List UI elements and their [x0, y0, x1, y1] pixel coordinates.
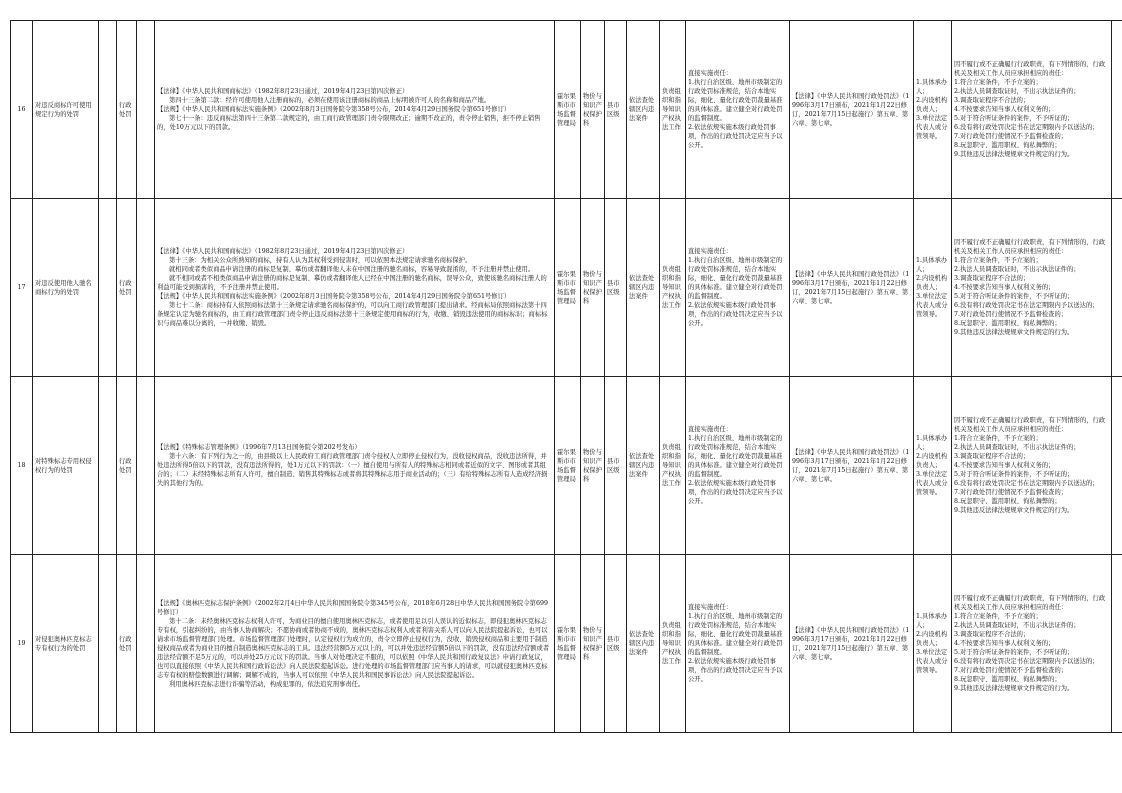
legal-basis-line: 第十二条：未经奥林匹克标志权利人许可，为商业目的擅自使用奥林匹克标志，或者使用足以引人误认的近似标志，即侵犯奥林匹克标志专有权，引起纠纷的，由当事人协商解决；不愿协商或者协商不成的，奥林匹克标志权利人或者利害关系人可以向人民法院提起诉讼，也可以请求市场监督管理部门处理。市场监督管理部门处理时，认定侵权行为成立的，责令立即停止侵权行为，没收、销毁侵权商品和主要用于制造侵权商品或者为商业目的擅自制造奥林匹克标志的工具。违法经营额5万元以上的，可以并处违法经营额5倍以下的罚款，没有违法经营额或者违法经营额不足5万元的，可以并处25万元以下的罚款。当事人对处理决定不服的，可以依照《中华人民共和国行政复议法》申请行政复议，也可以直接依照《中华人民共和国行政诉讼法》向人民法院提起诉讼。进行处理的市场监督管理部门应当事人的请求，可以就侵犯奥林匹克标志专有权的赔偿数额进行调解；调解不成的，当事人可以依照《中华人民共和国民事诉讼法》向人民法院提起诉讼。 [157, 617, 550, 679]
accountability-line: 4.不按要求告知当事人权利义务的； [954, 640, 1055, 647]
accountability-situations [952, 21, 1112, 199]
legal-basis-line: 第十六条：有下列行为之一的，由县级以上人民政府工商行政管理部门责令侵权人立即停止侵权行为，没收侵权商品，没收违法所得，并处违法所得5倍以下的罚款，没有违法所得的，处1万元以下的罚款：（一）擅自使用与所有人的特殊标志相同或者近似的文字、图形或者其组合的；（二）未经特殊标志所有人许可，擅自制造、销售其特殊标志或者将其特殊标志用于商业活动的；（三）有给特殊标志所有人造成经济损失的其他行为的。 [157, 453, 548, 487]
responsible-subjects [914, 377, 952, 555]
exercise-level: 县市区级 [605, 199, 627, 377]
accountability-line: 9.其他违反法律法规规章文件规定的行为。 [954, 507, 1074, 514]
duty-content [686, 21, 790, 199]
power-type: 行政处罚 [117, 555, 137, 733]
legal-basis-line: 第十三条：为相关公众所熟知的商标，持有人认为其权利受到侵害时，可以依照本法规定请求驰名商标保护。 [169, 257, 472, 264]
accountability-line: 7.对行政处罚行使情况不予监督检查的； [954, 667, 1068, 674]
responsible-subject-line: 1.具体承办人； [916, 257, 948, 273]
accountability-line: 2.执法人员调查取证时，不出示执法证件的； [954, 266, 1080, 273]
empty-cell [99, 555, 117, 733]
accountability-line: 8.玩忽职守、滥用职权、徇私舞弊的； [954, 320, 1061, 327]
accountability-line: 7.对行政处罚行使情况不予监督检查的； [954, 489, 1068, 496]
accountability-line: 4.不按要求告知当事人权利义务的； [954, 106, 1055, 113]
accountability-line: 因不履行或不正确履行行政职责，有下列情形的，行政机关及相关工作人员应承担相应的责任： [954, 595, 1106, 611]
responsible-subject-line: 2.内设机构负责人； [916, 631, 948, 647]
scope: 依法查处辖区内违法案件 [627, 377, 660, 555]
accountability-line: 9.其他违反法律法规规章文件规定的行为。 [954, 685, 1074, 692]
scope: 依法查处辖区内违法案件 [627, 555, 660, 733]
accountability-line: 3.调查取证程序不合法的； [954, 631, 1030, 638]
responsible-subject-line: 1.具体承办人； [916, 613, 948, 629]
accountability-line: 4.不按要求告知当事人权利义务的； [954, 284, 1055, 291]
duty-line: 2.依法依规实施本级行政处罚事项，作出的行政处罚决定应当予以公开。 [688, 480, 783, 505]
accountability-line: 9.其他违反法律法规规章文件规定的行为。 [954, 329, 1074, 336]
accountability-line: 1.符合立案条件，不予立案的； [954, 79, 1042, 86]
legal-basis-line: 第七十一条：违反商标法第四十三条第二款规定的，由工商行政管理部门责令限期改正；逾期不改正的，责令停止销售，拒不停止销售的，处10万元以下的罚款。 [157, 115, 541, 131]
row-number: 16 [11, 21, 33, 199]
accountability-line: 1.符合立案条件，不予立案的； [954, 613, 1042, 620]
duty-line: 直接实施责任： [688, 604, 733, 611]
power-type: 行政处罚 [117, 21, 137, 199]
legal-basis [155, 199, 555, 377]
responsible-dept: 物价与知识产权保护科 [581, 377, 605, 555]
accountability-line: 5.对于符合听证条件的案件，不予听证的； [954, 471, 1074, 478]
row-number: 19 [11, 555, 33, 733]
empty-cell [1112, 21, 1122, 199]
duty-content [686, 377, 790, 555]
responsible-subjects [914, 21, 952, 199]
duty-type: 负责组织和指导知识产权执法工作 [660, 555, 686, 733]
accountability-line: 因不履行或不正确履行行政职责，有下列情形的，行政机关及相关工作人员应承担相应的责任： [954, 239, 1106, 255]
legal-basis [155, 555, 555, 733]
accountability-line: 5.对于符合听证条件的案件，不予听证的； [954, 649, 1074, 656]
table-row [11, 21, 1122, 199]
item-name: 对违反商标许可使用规定行为的处罚 [33, 21, 99, 199]
accountability-line: 6.没有将行政处罚决定书在法定期限内予以送达的； [954, 480, 1099, 487]
accountability-line: 3.调查取证程序不合法的； [954, 453, 1030, 460]
duty-line: 1.执行自治区级、地州市级制定的行政处罚标准规范，结合本地实际，细化、量化行政处罚裁量基准的具体标准。建立健全对行政处罚的监督制度。 [688, 613, 783, 656]
responsible-dept: 物价与知识产权保护科 [581, 21, 605, 199]
empty-cell [1112, 377, 1122, 555]
accountability-line: 1.符合立案条件，不予立案的； [954, 257, 1042, 264]
duty-type: 负责组织和指导知识产权执法工作 [660, 199, 686, 377]
duty-line: 1.执行自治区级、地州市级制定的行政处罚标准规范，结合本地实际，细化、量化行政处罚裁量基准的具体标准。建立健全对行政处罚的监督制度。 [688, 79, 783, 122]
accountability-line: 因不履行或不正确履行行政职责，有下列情形的，行政机关及相关工作人员应承担相应的责任： [954, 417, 1106, 433]
item-name: 对违反使用他人驰名商标行为的处罚 [33, 199, 99, 377]
duty-line: 直接实施责任： [688, 426, 733, 433]
accountability-line: 7.对行政处罚行使情况不予监督检查的； [954, 311, 1068, 318]
responsible-subject-line: 3.单位法定代表人或分管领导。 [916, 293, 948, 318]
duty-line: 2.依法依规实施本级行政处罚事项，作出的行政处罚决定应当予以公开。 [688, 124, 783, 149]
accountability-line: 2.执法人员调查取证时，不出示执法证件的； [954, 622, 1080, 629]
table-row [11, 555, 1122, 733]
accountability-line: 7.对行政处罚行使情况不予监督检查的； [954, 133, 1068, 140]
table-row [11, 377, 1122, 555]
legal-basis-line: 【法规】《中华人民共和国商标法实施条例》（2002年8月3日国务院令第358号公布，2014年4月29日国务院令第651号修订） [157, 106, 511, 113]
responsible-subject-line: 2.内设机构负责人； [916, 97, 948, 113]
accountability-basis: 【法律】《中华人民共和国行政处罚法》（1996年3月17日颁布，2021年1月22日修订，2021年7月15日起施行）第五章、第六章、第七章。 [790, 555, 914, 733]
legal-basis-line: 第四十三条第二款：经许可使用他人注册商标的，必须在使用该注册商标的商品上标明被许可人的名称和商品产地。 [169, 97, 491, 104]
accountability-line: 9.其他违反法律法规规章文件规定的行为。 [954, 151, 1074, 158]
duty-line: 1.执行自治区级、地州市级制定的行政处罚标准规范，结合本地实际，细化、量化行政处罚裁量基准的具体标准。建立健全对行政处罚的监督制度。 [688, 257, 783, 300]
accountability-line: 5.对于符合听证条件的案件，不予听证的； [954, 293, 1074, 300]
accountability-situations [952, 199, 1112, 377]
empty-cell [1112, 555, 1122, 733]
power-list-table [10, 20, 1122, 733]
accountability-basis: 【法律】《中华人民共和国行政处罚法》（1996年3月17日颁布，2021年1月22日修订，2021年7月15日起施行）第五章、第六章、第七章。 [790, 199, 914, 377]
duty-line: 1.执行自治区级、地州市级制定的行政处罚标准规范，结合本地实际，细化、量化行政处罚裁量基准的具体标准。建立健全对行政处罚的监督制度。 [688, 435, 783, 478]
accountability-basis: 【法律】《中华人民共和国行政处罚法》（1996年3月17日颁布，2021年1月22日修订，2021年7月15日起施行）第五章、第六章、第七章。 [790, 377, 914, 555]
duty-line: 直接实施责任： [688, 70, 733, 77]
implementing-subject: 霍尔果斯市市场监督管理局 [555, 377, 581, 555]
duty-line: 2.依法依规实施本级行政处罚事项，作出的行政处罚决定应当予以公开。 [688, 658, 783, 683]
legal-basis-line: 就不相同或者不相类似商品申请注册的商标是复制、摹仿或者翻译他人已经在中国注册的驰名商标，误导公众，致使该驰名商标注册人的利益可能受到损害的，不予注册并禁止使用。 [157, 275, 547, 291]
responsible-subject-line: 3.单位法定代表人或分管领导。 [916, 649, 948, 674]
responsible-subject-line: 3.单位法定代表人或分管领导。 [916, 115, 948, 140]
implementing-subject: 霍尔果斯市市场监督管理局 [555, 555, 581, 733]
duty-type: 负责组织和指导知识产权执法工作 [660, 377, 686, 555]
legal-basis-line: 就相同或者类似商品申请注册的商标是复制、摹仿或者翻译他人未在中国注册的驰名商标，容易导致混淆的，不予注册并禁止使用。 [169, 266, 535, 273]
legal-basis [155, 377, 555, 555]
accountability-situations [952, 377, 1112, 555]
item-name: 对特殊标志专用权侵权行为的处罚 [33, 377, 99, 555]
responsible-dept: 物价与知识产权保护科 [581, 199, 605, 377]
implementing-subject: 霍尔果斯市市场监督管理局 [555, 199, 581, 377]
exercise-level: 县市区级 [605, 377, 627, 555]
legal-basis [155, 21, 555, 199]
accountability-line: 8.玩忽职守、滥用职权、徇私舞弊的； [954, 676, 1061, 683]
empty-cell [99, 199, 117, 377]
legal-basis-line: 【法规】《特殊标志管理条例》（1996年7月13日国务院令第202号发布） [157, 444, 361, 451]
empty-cell [99, 377, 117, 555]
accountability-line: 8.玩忽职守、滥用职权、徇私舞弊的； [954, 498, 1061, 505]
empty-cell [137, 21, 155, 199]
legal-basis-line: 第七十二条：商标持有人依照商标法第十三条规定请求驰名商标保护的，可以向工商行政管理部门提出请求。经商标局依照商标法第十四条规定认定为驰名商标的，由工商行政管理部门责令停止违反商标法第十三条规定使用商标的行为，收缴、销毁违法使用的商标标识；商标标识与商品难以分离的，一并收缴、销毁。 [157, 302, 548, 327]
responsible-subjects [914, 555, 952, 733]
responsible-subject-line: 3.单位法定代表人或分管领导。 [916, 471, 948, 496]
responsible-subject-line: 1.具体承办人； [916, 435, 948, 451]
accountability-line: 2.执法人员调查取证时，不出示执法证件的； [954, 88, 1080, 95]
legal-basis-line: 【法律】《中华人民共和国商标法》（1982年8月23日通过，2019年4月23日第四次修正） [157, 248, 409, 255]
legal-basis-line: 【法规】《奥林匹克标志保护条例》（2002年2月4日中华人民共和国国务院令第345号公布，2018年6月28日中华人民共和国国务院令第699号修订） [157, 599, 548, 616]
accountability-line: 4.不按要求告知当事人权利义务的； [954, 462, 1055, 469]
responsible-subject-line: 2.内设机构负责人； [916, 275, 948, 291]
accountability-line: 6.没有将行政处罚决定书在法定期限内予以送达的； [954, 302, 1099, 309]
accountability-line: 6.没有将行政处罚决定书在法定期限内予以送达的； [954, 658, 1099, 665]
row-number: 17 [11, 199, 33, 377]
legal-basis-line: 【法规】《中华人民共和国商标法实施条例》（2002年8月3日国务院令第358号公布，2014年4月29日国务院令第651号修订） [157, 293, 511, 300]
exercise-level: 县市区级 [605, 21, 627, 199]
table-row [11, 199, 1122, 377]
duty-content [686, 199, 790, 377]
empty-cell [1112, 199, 1122, 377]
empty-cell [99, 21, 117, 199]
accountability-line: 8.玩忽职守、滥用职权、徇私舞弊的； [954, 142, 1061, 149]
item-name: 对侵犯奥林匹克标志专有权行为的处罚 [33, 555, 99, 733]
responsible-subjects [914, 199, 952, 377]
row-number: 18 [11, 377, 33, 555]
duty-content [686, 555, 790, 733]
accountability-line: 因不履行或不正确履行行政职责，有下列情形的，行政机关及相关工作人员应承担相应的责任： [954, 61, 1106, 77]
legal-basis-line: 【法律】《中华人民共和国商标法》（1982年8月23日通过，2019年4月23日第四次修正） [157, 88, 409, 95]
responsible-subject-line: 1.具体承办人； [916, 79, 948, 95]
accountability-situations [952, 555, 1112, 733]
responsible-subject-line: 2.内设机构负责人； [916, 453, 948, 469]
accountability-line: 1.符合立案条件，不予立案的； [954, 435, 1042, 442]
accountability-basis: 【法律】《中华人民共和国行政处罚法》（1996年3月17日颁布，2021年1月22日修订，2021年7月15日起施行）第五章、第六章、第七章。 [790, 21, 914, 199]
accountability-line: 6.没有将行政处罚决定书在法定期限内予以送达的； [954, 124, 1099, 131]
accountability-line: 5.对于符合听证条件的案件，不予听证的； [954, 115, 1074, 122]
power-type: 行政处罚 [117, 377, 137, 555]
accountability-line: 3.调查取证程序不合法的； [954, 97, 1030, 104]
exercise-level: 县市区级 [605, 555, 627, 733]
accountability-line: 2.执法人员调查取证时，不出示执法证件的； [954, 444, 1080, 451]
power-type: 行政处罚 [117, 199, 137, 377]
duty-line: 直接实施责任： [688, 248, 733, 255]
accountability-line: 3.调查取证程序不合法的； [954, 275, 1030, 282]
empty-cell [137, 199, 155, 377]
empty-cell [137, 555, 155, 733]
implementing-subject: 霍尔果斯市市场监督管理局 [555, 21, 581, 199]
duty-type: 负责组织和指导知识产权执法工作 [660, 21, 686, 199]
duty-line: 2.依法依规实施本级行政处罚事项，作出的行政处罚决定应当予以公开。 [688, 302, 783, 327]
scope: 依法查处辖区内违法案件 [627, 21, 660, 199]
legal-basis-line: 利用奥林匹克标志进行诈骗等活动，构成犯罪的，依法追究刑事责任。 [169, 680, 365, 688]
empty-cell [137, 377, 155, 555]
responsible-dept: 物价与知识产权保护科 [581, 555, 605, 733]
scope: 依法查处辖区内违法案件 [627, 199, 660, 377]
